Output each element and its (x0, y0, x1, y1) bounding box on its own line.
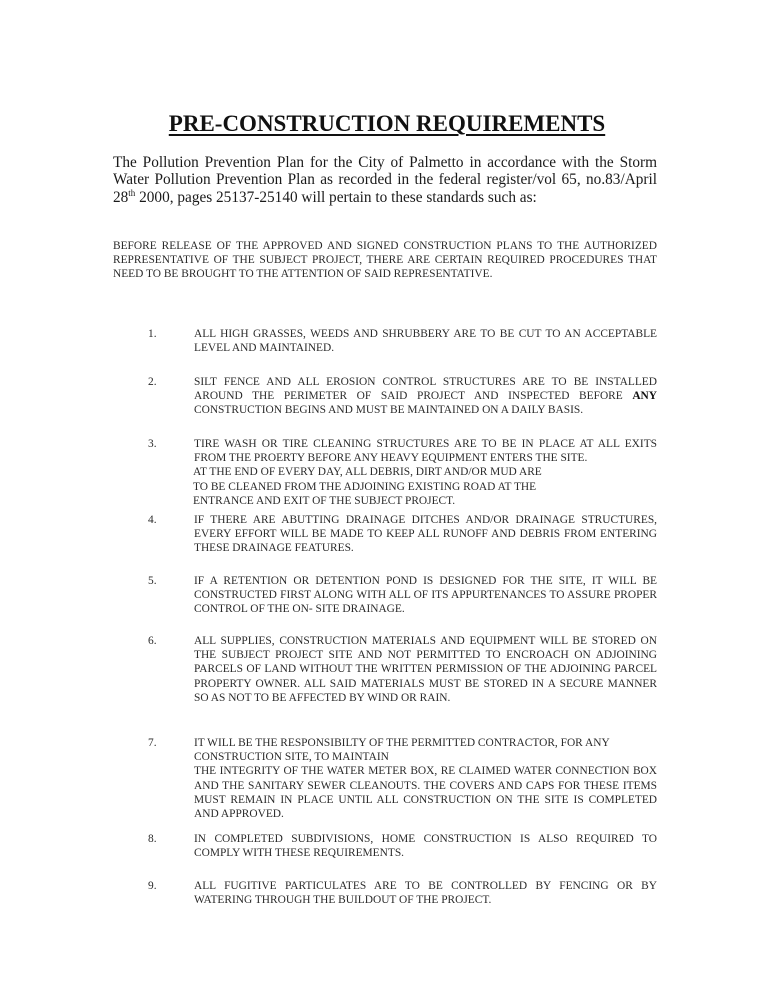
preamble-paragraph: BEFORE RELEASE OF THE APPROVED AND SIGNED CONSTRUCTION PLANS TO THE AUTHORIZED REPRESENTATIVE OF THE SUBJECT PROJECT, THERE ARE CERTAIN REQUIRED PROCEDURES THAT NEED TO BE BROUGHT TO THE ATTENTION OF SAID REPRESENTATIVE. (113, 240, 657, 281)
list-item-text-before: SILT FENCE AND ALL EROSION CONTROL STRUCTURES ARE TO BE INSTALLED AROUND THE PERIMETER OF SAID PROJECT AND INSPECTED BEFORE (194, 376, 657, 403)
intro-superscript: th (128, 187, 136, 198)
list-item-body (194, 879, 657, 907)
list-item-text: ALL FUGITIVE PARTICULATES ARE TO BE CONTROLLED BY FENCING OR BY WATERING THROUGH THE BUILDOUT OF THE PROJECT. (194, 880, 657, 907)
list-item-number: 6. (148, 635, 157, 647)
list-item-emphasis: ANY (632, 390, 657, 403)
list-item-text: ALL HIGH GRASSES, WEEDS AND SHRUBBERY ARE TO BE CUT TO AN ACCEPTABLE LEVEL AND MAINTAINED. (194, 328, 657, 355)
intro-text-part1: The Pollution Prevention Plan for the City of Palmetto in accordance with the Storm Water Pollution Prevention Plan as recorded in the federal register/vol 65, no.83/April 28 (113, 154, 657, 206)
list-item-number: 7. (148, 737, 157, 749)
list-item-body (194, 327, 657, 355)
list-item-body (194, 437, 657, 508)
page-title-text: PRE-CONSTRUCTION REQUIREMENTS (168, 111, 606, 136)
list-item-body (194, 832, 657, 860)
list-item-continuation-line: ENTRANCE AND EXIT OF THE SUBJECT PROJECT. (193, 494, 456, 507)
list-item-number: 2. (148, 376, 157, 388)
list-item-text: IF THERE ARE ABUTTING DRAINAGE DITCHES AND/OR DRAINAGE STRUCTURES, EVERY EFFORT WILL BE MADE TO KEEP ALL RUNOFF AND DEBRIS FROM ENTERING THESE DRAINAGE FEATURES. (194, 514, 657, 555)
list-item-continuation: THE INTEGRITY OF THE WATER METER BOX, RE CLAIMED WATER CONNECTION BOX AND THE SANITARY SEWER CLEANOUTS. THE COVERS AND CAPS FOR THESE ITEMS MUST REMAIN IN PLACE UNTIL ALL CONSTRUCTION ON THE SITE IS COMPLETED AND APPROVED. (194, 765, 657, 821)
list-item-continuation-line: AT THE END OF EVERY DAY, ALL DEBRIS, DIRT AND/OR MUD ARE (193, 466, 542, 479)
list-item-text: TIRE WASH OR TIRE CLEANING STRUCTURES ARE TO BE IN PLACE AT ALL EXITS FROM THE PROERTY BEFORE ANY HEAVY EQUIPMENT ENTERS THE SITE. (194, 438, 657, 465)
list-item-body (194, 574, 657, 617)
list-item-body (194, 634, 657, 705)
list-item-continuation-line: TO BE CLEANED FROM THE ADJOINING EXISTING ROAD AT THE (193, 480, 537, 493)
list-item-number: 8. (148, 833, 157, 845)
list-item-text: IT WILL BE THE RESPONSIBILTY OF THE PERMITTED CONTRACTOR, FOR ANY CONSTRUCTION SITE, TO MAINTAIN (194, 737, 610, 764)
list-item-text: ALL SUPPLIES, CONSTRUCTION MATERIALS AND EQUIPMENT WILL BE STORED ON THE SUBJECT PROJECT SITE AND NOT PERMITTED TO ENCROACH ON ADJOINING PARCELS OF LAND WITHOUT THE WRITTEN PERMISSION OF THE ADJOINING PARCEL PROPERTY OWNER. ALL SAID MATERIALS MUST BE STORED IN A SECURE MANNER SO AS NOT TO BE AFFECTED BY WIND OR RAIN. (194, 635, 657, 704)
intro-text-part2: 2000, pages 25137-25140 will pertain to these standards such as: (135, 188, 537, 206)
page-title (0, 111, 768, 137)
list-item-number: 4. (148, 514, 157, 526)
list-item-body (194, 736, 657, 821)
list-item-number: 3. (148, 438, 157, 450)
list-item-text-after: CONSTRUCTION BEGINS AND MUST BE MAINTAINED ON A DAILY BASIS. (194, 404, 584, 417)
list-item-body (194, 375, 657, 418)
intro-paragraph (113, 154, 657, 206)
list-item-body (194, 513, 657, 556)
list-item-number: 5. (148, 575, 157, 587)
list-item-text: IF A RETENTION OR DETENTION POND IS DESIGNED FOR THE SITE, IT WILL BE CONSTRUCTED FIRST ALONG WITH ALL OF ITS APPURTENANCES TO ASSURE PROPER CONTROL OF THE ON- SITE DRAINAGE. (194, 575, 657, 616)
list-item-number: 1. (148, 328, 157, 340)
list-item-number: 9. (148, 880, 157, 892)
list-item-text: IN COMPLETED SUBDIVISIONS, HOME CONSTRUCTION IS ALSO REQUIRED TO COMPLY WITH THESE REQUIREMENTS. (194, 833, 657, 860)
list-item-text (194, 375, 657, 418)
